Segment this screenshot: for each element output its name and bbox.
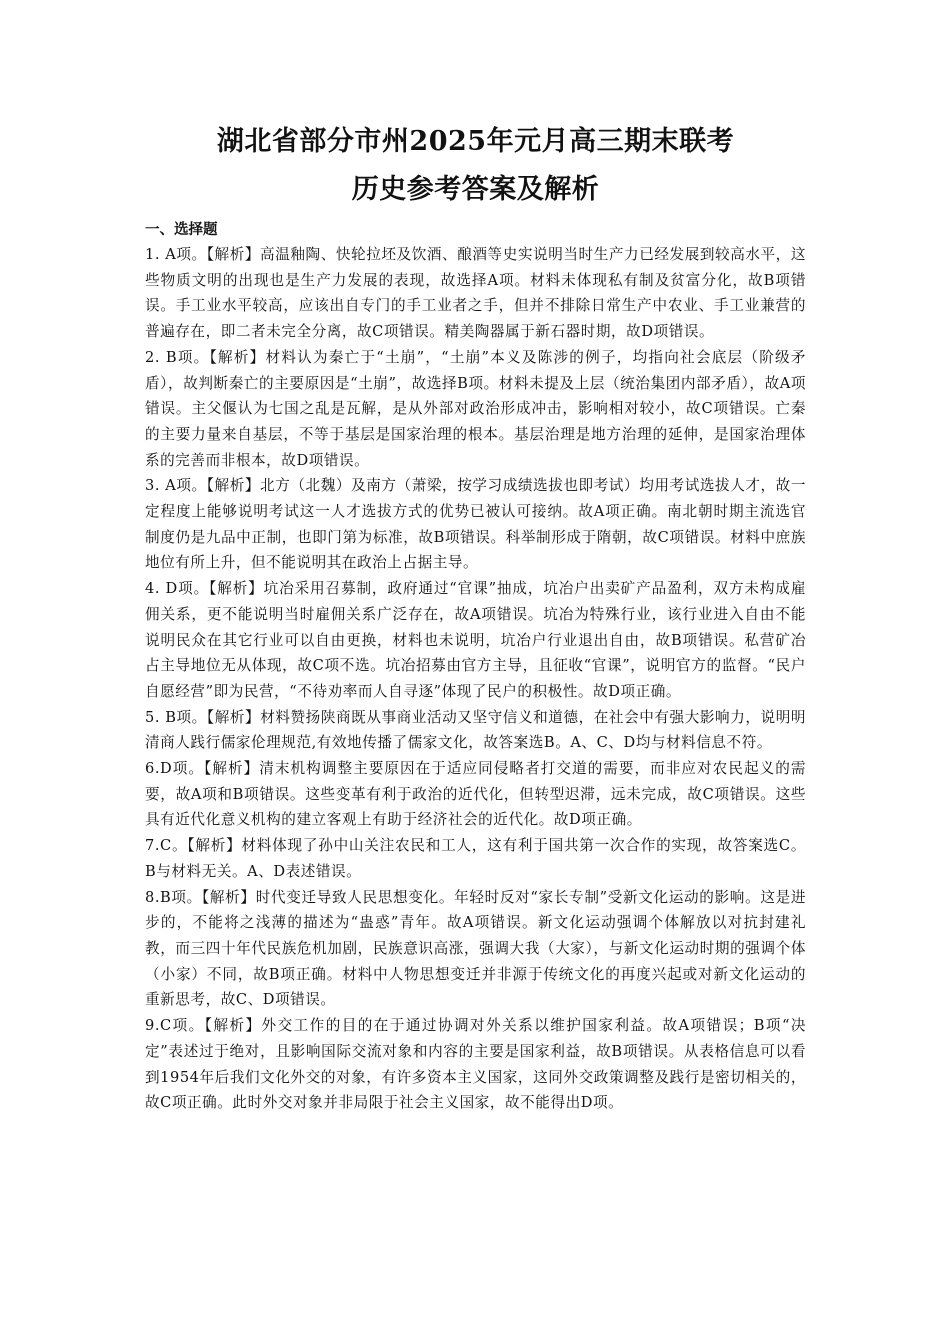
- answer-item-6: 6.D项。【解析】清末机构调整主要原因在于适应同侵略者打交道的需要，而非应对农民起义的需要，故A项和B项错误。这些变革有利于政治的近代化，但转型迟滞，远未完成，故C项错误。这些具有近代化意义机构的建立客观上有助于经济社会的近代化。故D项正确。: [145, 760, 806, 829]
- answer-item-8: 8.B项。【解析】时代变迁导致人民思想变化。年轻时反对“家长专制”受新文化运动的影响。这是进步的，不能将之浅薄的描述为“蛊惑”青年。故A项错误。新文化运动强调个体解放以对抗封建礼教，而三四十年代民族危机加剧，民族意识高涨，强调大我（大家），与新文化运动时期的强调个体（小家）不同，故B项正确。材料中人物思想变迁并非源于传统文化的再度兴起或对新文化运动的重新思考，故C、D项错误。: [145, 888, 806, 1009]
- document-subtitle: 历史参考答案及解析: [351, 174, 600, 205]
- document-title: 湖北省部分市州2025年元月高三期末联考: [216, 126, 735, 157]
- answer-item-1: 1. A项。【解析】高温釉陶、快轮拉坯及饮酒、酿酒等史实说明当时生产力已经发展到较高水平，这些物质文明的出现也是生产力发展的表现，故选择A项。材料未体现私有制及贫富分化，故B项错误。手工业水平较高，应该出自专门的手工业者之手，但并不排除日常生产中农业、手工业兼营的普遍存在，即二者未完全分离，故C项错误。精美陶器属于新石器时期，故D项错误。: [145, 246, 806, 341]
- answer-item-9: 9.C项。【解析】外交工作的目的在于通过协调对外关系以维护国家利益。故A项错误；B项“决定”表述过于绝对，且影响国际交流对象和内容的主要是国家利益，故B项错误。从表格信息可以看到1954年后我们文化外交的对象，有许多资本主义国家，这同外交政策调整及践行是密切相关的，故C项正确。此时外交对象并非局限于社会主义国家，故不能得出D项。: [145, 1017, 806, 1112]
- answer-item-2: 2. B项。【解析】材料认为秦亡于“土崩”，“土崩”本义及陈涉的例子，均指向社会底层（阶级矛盾），故判断秦亡的主要原因是“土崩”，故选择B项。材料未提及上层（统治集团内部矛盾），故A项错误。主父偃认为七国之乱是瓦解，是从外部对政治形成冲击，影响相对较小，故C项错误。亡秦的主要力量来自基层，不等于基层是国家治理的根本。基层治理是地方治理的延伸，是国家治理体系的完善而非根本，故D项错误。: [145, 348, 806, 469]
- answer-item-7: 7.C。【解析】材料体现了孙中山关注农民和工人，这有利于国共第一次合作的实现，故答案选C。B与材料无关。A、D表述错误。: [145, 837, 806, 880]
- section-heading: 一、选择题: [145, 222, 218, 238]
- answer-item-3: 3. A项。【解析】北方（北魏）及南方（萧梁，按学习成绩选拔也即考试）均用考试选拔人才，故一定程度上能够说明考试这一人才选拔方式的优势已被认可接纳。故A项正确。南北朝时期主流选官制度仍是九品中正制，也即门第为标准，故B项错误。科举制形成于隋朝，故C项错误。材料中庶族地位有所上升，但不能说明其在政治上占据主导。: [145, 477, 806, 572]
- answer-item-4: 4. D项。【解析】坑冶采用召募制，政府通过“官课”抽成，坑冶户出卖矿产品盈利，双方未构成雇佣关系，更不能说明当时雇佣关系广泛存在，故A项错误。坑冶为特殊行业，该行业进入自由不能说明民众在其它行业可以自由更换，材料也未说明，坑冶户行业退出自由，故B项错误。私营矿冶占主导地位无从体现，故C项不选。坑冶招募由官方主导，且征收“官课”，说明官方的监督。“民户自愿经营”即为民营，“不待劝率而人自寻逐”体现了民户的积极性。故D项正确。: [145, 580, 806, 700]
- answer-item-5: 5. B项。【解析】材料赞扬陕商既从事商业活动又坚守信义和道德，在社会中有强大影响力，说明明清商人践行儒家伦理规范,有效地传播了儒家文化，故答案选B。A、C、D均与材料信息不符。: [145, 708, 806, 752]
